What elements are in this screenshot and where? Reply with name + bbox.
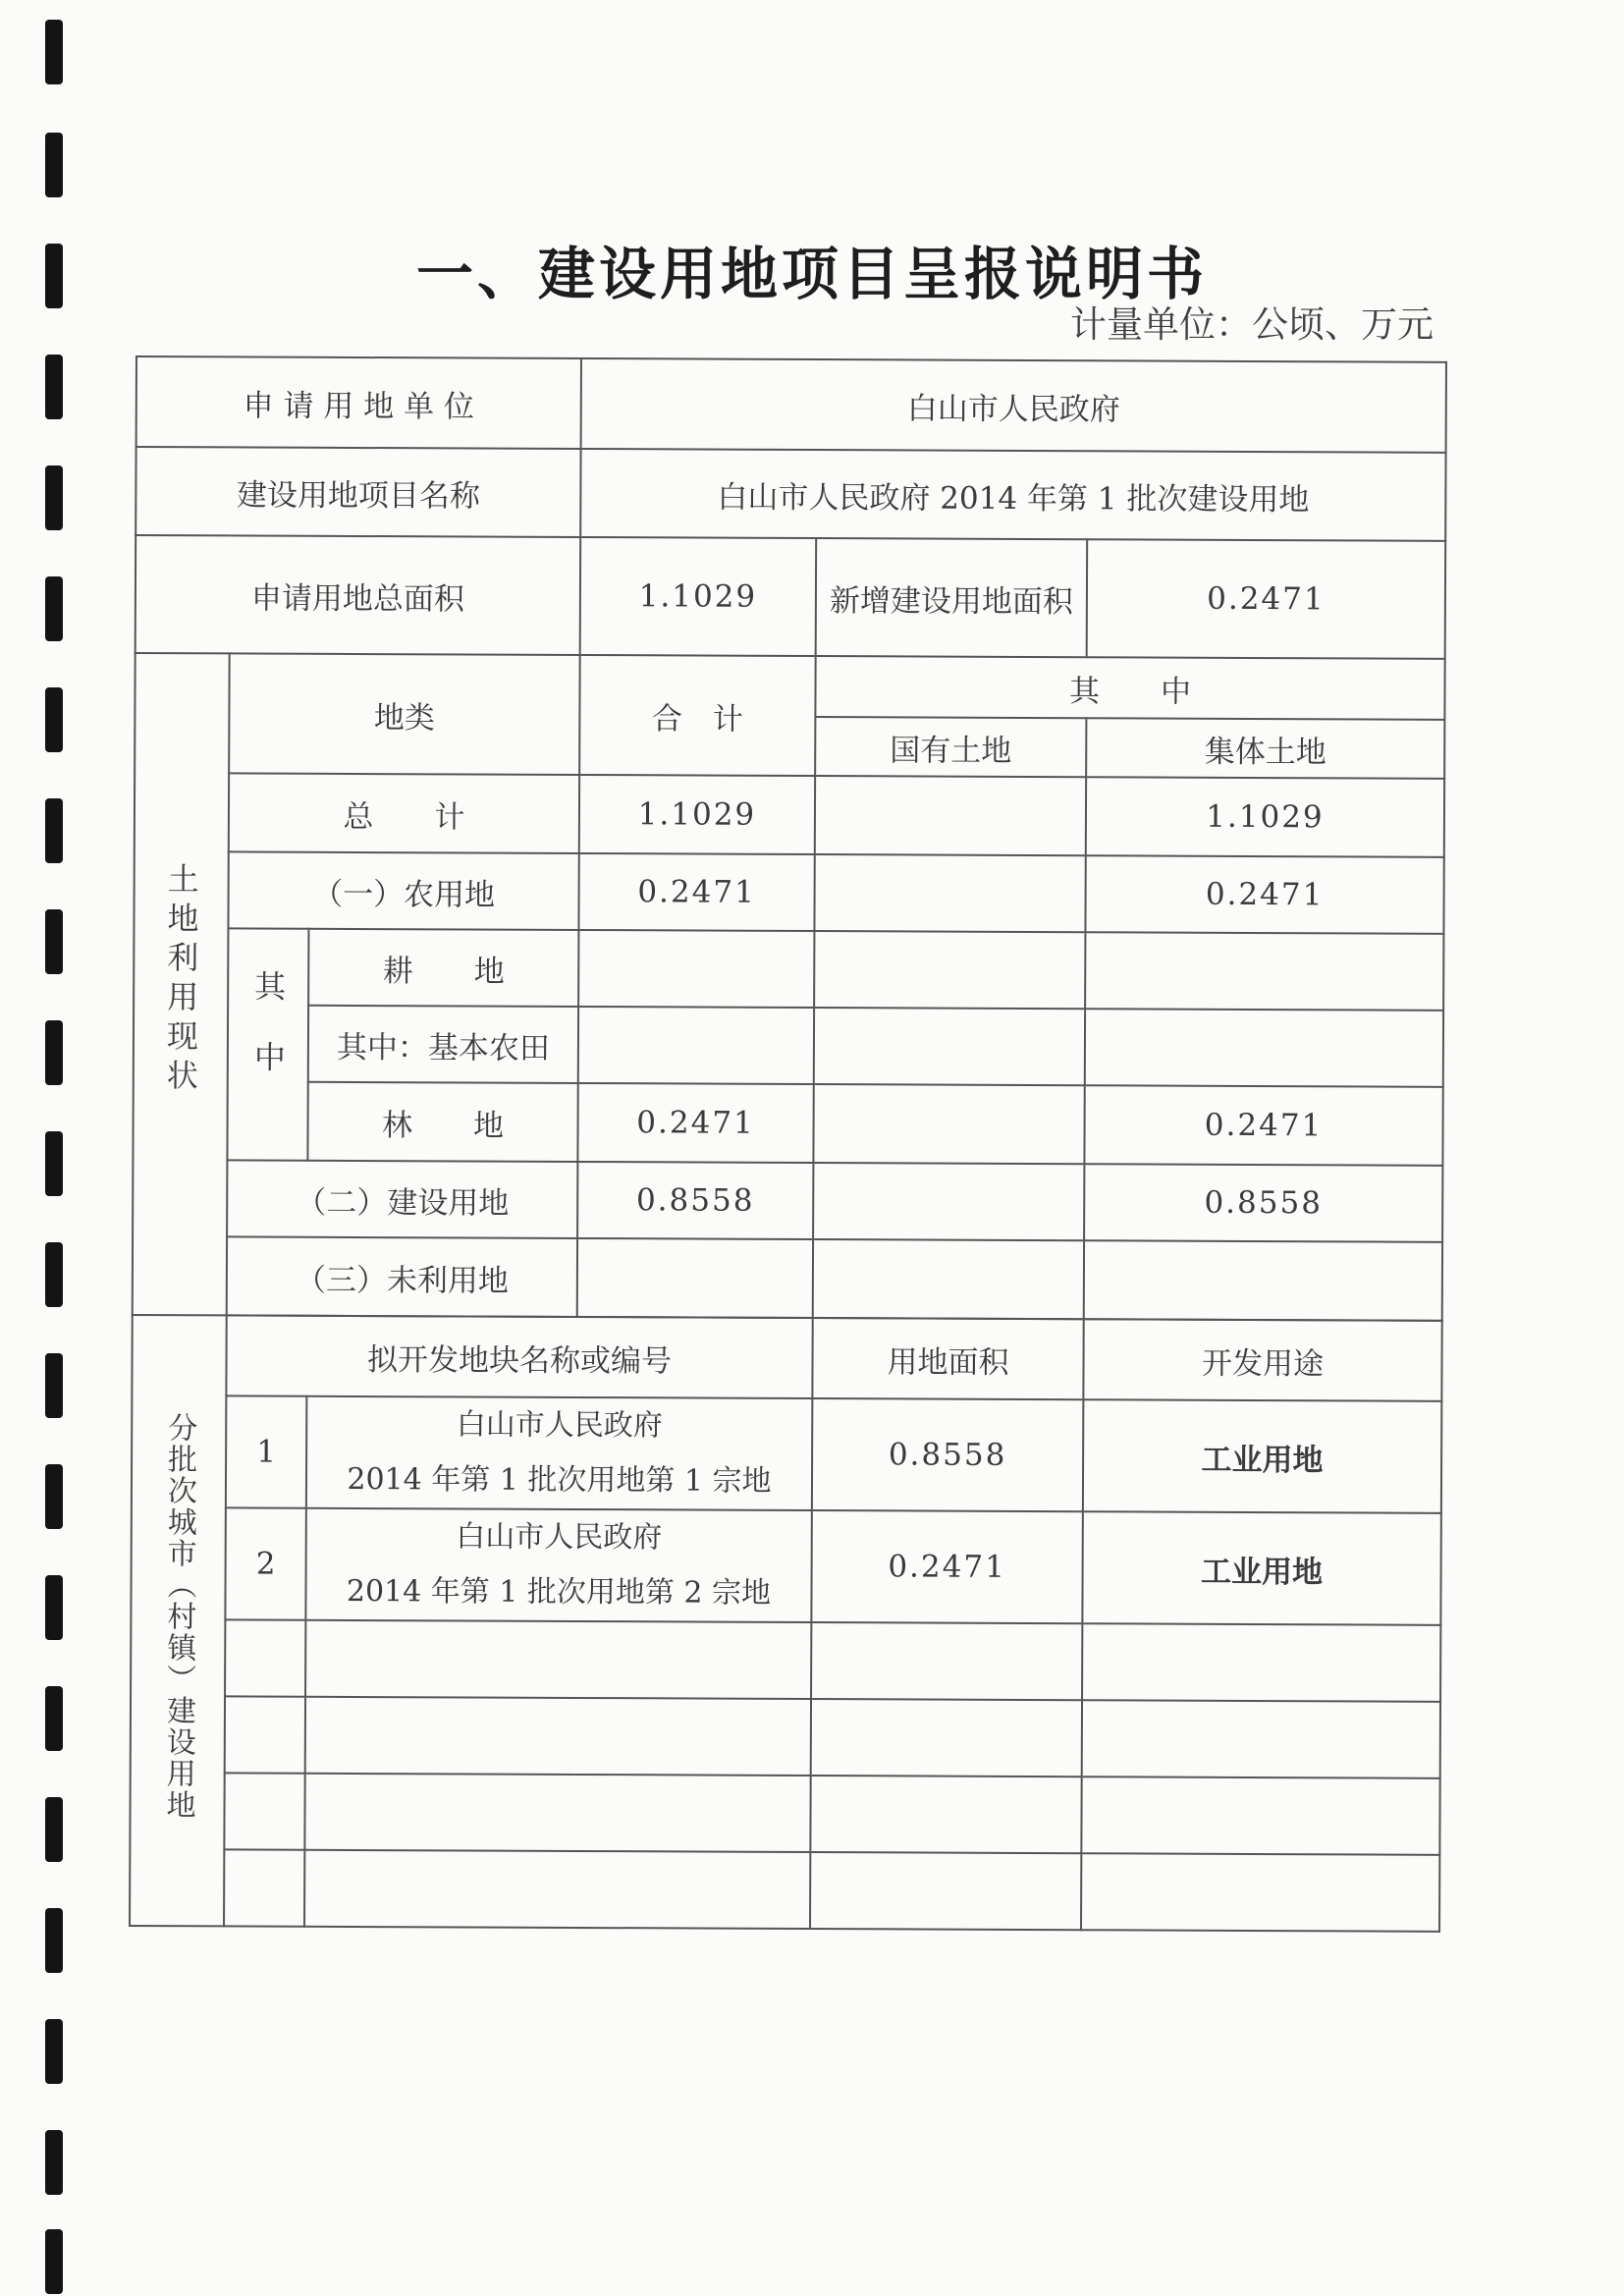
row-collective: 0.2471 — [1085, 855, 1443, 934]
parcel-name — [306, 1396, 812, 1510]
parcel-row — [131, 1507, 1440, 1625]
row-collective — [1084, 1240, 1442, 1321]
row-label: 耕 地 — [308, 929, 578, 1007]
row-total: 1.1029 — [579, 775, 815, 854]
row-state — [813, 1239, 1084, 1319]
binding-hole — [45, 1464, 63, 1529]
applicant-row — [136, 356, 1446, 453]
empty-cell — [305, 1697, 811, 1776]
binding-hole — [45, 355, 63, 419]
parcel-name-line1: 白山市人民政府 — [456, 1519, 663, 1556]
binding-hole — [45, 2019, 63, 2084]
land-type-header: 地类 — [229, 653, 580, 775]
batch-section-label — [130, 1315, 227, 1926]
binding-hole — [45, 133, 63, 197]
empty-cell — [224, 1849, 304, 1926]
land-status-section-text: 土地利用现状 — [161, 862, 200, 1099]
row-state — [813, 1084, 1084, 1164]
parcel-row — [132, 1395, 1441, 1513]
row-state — [814, 931, 1085, 1009]
empty-cell — [810, 1776, 1081, 1853]
binding-hole — [45, 1908, 63, 1973]
collective-land-header: 集体土地 — [1086, 718, 1444, 779]
empty-cell — [225, 1696, 305, 1773]
applicant-label: 申 请 用 地 单 位 — [136, 356, 581, 449]
empty-cell — [305, 1620, 811, 1699]
area-header: 用地面积 — [812, 1318, 1083, 1399]
binding-hole — [45, 576, 63, 641]
row-total — [578, 1007, 814, 1084]
parcel-name — [305, 1508, 811, 1622]
new-area-label: 新增建设用地面积 — [816, 538, 1088, 657]
row-total — [578, 930, 814, 1008]
binding-hole — [45, 1131, 63, 1196]
table-row — [133, 1160, 1442, 1242]
row-total — [577, 1238, 813, 1318]
empty-cell — [304, 1774, 810, 1852]
row-state — [815, 776, 1086, 855]
project-form-table — [129, 355, 1447, 1933]
binding-hole — [45, 1797, 63, 1862]
row-total: 0.2471 — [578, 853, 814, 931]
new-area-value: 0.2471 — [1087, 539, 1446, 659]
row-collective — [1085, 1009, 1443, 1087]
applicant-value: 白山市人民政府 — [581, 358, 1446, 453]
parcel-area: 0.8558 — [812, 1398, 1083, 1511]
area-summary-row — [135, 535, 1446, 659]
table-row — [133, 1081, 1442, 1166]
empty-cell — [1082, 1623, 1440, 1702]
land-status-section-label — [133, 653, 230, 1315]
binding-hole — [45, 1575, 63, 1640]
total-header: 合 计 — [579, 655, 816, 776]
unit-note: 计量单位：公顷、万元 — [1070, 303, 1434, 346]
row-collective — [1085, 932, 1443, 1011]
binding-hole — [45, 2130, 63, 2195]
state-land-header: 国有土地 — [815, 717, 1086, 777]
row-total: 0.8558 — [577, 1162, 813, 1239]
row-label: （一）农用地 — [228, 851, 578, 930]
empty-cell — [811, 1699, 1082, 1777]
empty-cell — [224, 1773, 304, 1849]
table-row — [134, 1005, 1443, 1087]
page-title: 一、建设用地项目呈报说明书 — [415, 241, 1208, 307]
empty-cell — [1081, 1777, 1439, 1855]
empty-cell — [1082, 1700, 1440, 1778]
parcel-use: 工业用地 — [1083, 1399, 1441, 1513]
binding-hole — [45, 1242, 63, 1307]
parcel-no: 2 — [225, 1507, 305, 1619]
row-state — [814, 1008, 1085, 1085]
total-area-label: 申请用地总面积 — [135, 535, 581, 655]
row-collective: 0.2471 — [1084, 1085, 1442, 1166]
row-state — [814, 854, 1085, 932]
empty-parcel-row — [130, 1849, 1439, 1932]
parcel-no: 1 — [226, 1395, 306, 1507]
use-header: 开发用途 — [1083, 1319, 1441, 1401]
batch-section-text: 分批次城市（村镇）建设用地 — [160, 1412, 197, 1822]
parcel-header: 拟开发地块名称或编号 — [226, 1315, 812, 1398]
row-label: （三）未利用地 — [227, 1236, 577, 1317]
row-collective: 0.8558 — [1084, 1164, 1442, 1242]
row-total: 0.2471 — [577, 1083, 813, 1163]
binding-hole — [45, 2229, 63, 2294]
parcel-name-line2: 2014 年第 1 批次用地第 2 宗地 — [346, 1573, 772, 1611]
project-name-value: 白山市人民政府 2014 年第 1 批次建设用地 — [580, 449, 1445, 541]
binding-hole — [45, 687, 63, 752]
parcel-name-line2: 2014 年第 1 批次用地第 1 宗地 — [347, 1461, 772, 1499]
batch-header-row — [132, 1315, 1441, 1401]
row-label: （二）建设用地 — [227, 1160, 577, 1238]
of-which-side-text: 其中 — [248, 969, 288, 1112]
parcel-area: 0.2471 — [811, 1510, 1082, 1623]
empty-parcel-row — [131, 1696, 1440, 1778]
row-state — [813, 1163, 1084, 1240]
binding-hole — [45, 909, 63, 974]
land-status-header-row — [135, 653, 1444, 720]
of-which-side-label — [227, 928, 308, 1160]
of-which-header: 其 中 — [815, 656, 1444, 720]
table-row — [135, 773, 1444, 857]
binding-hole — [45, 798, 63, 863]
empty-cell — [811, 1622, 1082, 1700]
binding-hole — [45, 20, 63, 84]
parcel-name-line1: 白山市人民政府 — [456, 1407, 663, 1444]
empty-cell — [225, 1619, 305, 1696]
project-name-row — [135, 447, 1445, 541]
total-area-value: 1.1029 — [580, 537, 817, 656]
row-label: 总 计 — [229, 773, 579, 853]
empty-parcel-row — [130, 1773, 1439, 1855]
empty-cell — [304, 1850, 810, 1929]
empty-cell — [810, 1852, 1081, 1930]
row-label: 其中：基本农田 — [308, 1006, 578, 1083]
binding-hole — [45, 465, 63, 530]
row-collective: 1.1029 — [1086, 777, 1444, 857]
parcel-use: 工业用地 — [1082, 1511, 1440, 1625]
binding-hole — [45, 1353, 63, 1418]
table-row — [133, 1236, 1442, 1321]
row-label: 林 地 — [307, 1082, 577, 1162]
empty-parcel-row — [131, 1619, 1440, 1702]
table-row — [134, 928, 1443, 1011]
binding-hole — [45, 1686, 63, 1751]
project-name-label: 建设用地项目名称 — [135, 447, 580, 537]
binding-hole — [45, 1020, 63, 1085]
table-row — [134, 851, 1443, 934]
empty-cell — [1081, 1853, 1439, 1932]
